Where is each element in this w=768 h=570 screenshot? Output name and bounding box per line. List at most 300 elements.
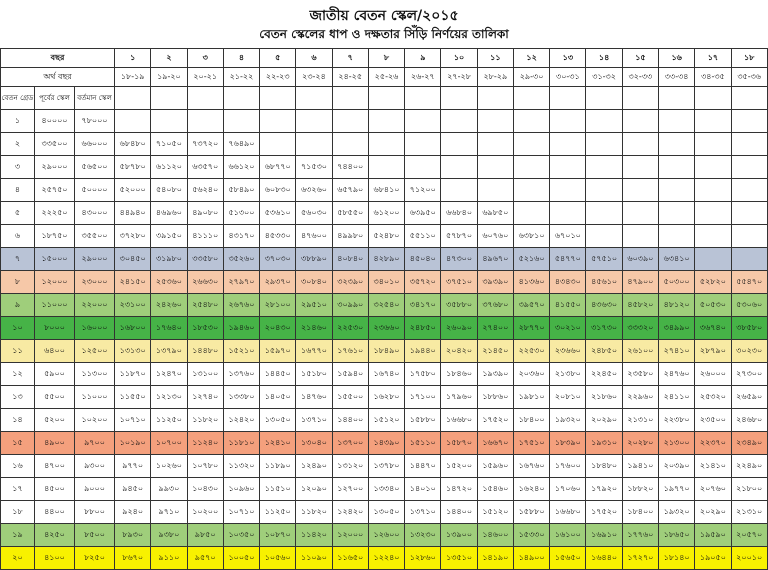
step-value-cell: ৪৩১৭০ [223, 225, 259, 248]
table-row [1, 501, 768, 524]
step-value-cell: ৫১৩০০ [223, 202, 259, 225]
step-value-cell: ১০৭১০ [115, 409, 151, 432]
step-value-cell: ১৪১৯০ [477, 547, 513, 570]
new-scale-cell: ৯০০০ [75, 478, 115, 501]
step-value-cell [695, 248, 731, 271]
header-years-row [1, 49, 768, 68]
step-value-cell: ২১৪৫০ [477, 340, 513, 363]
empty-cell [151, 87, 187, 110]
step-value-cell: ২০০১০ [731, 547, 767, 570]
header-fiscal-row [1, 68, 768, 87]
step-value-cell: ১১৮৯০ [260, 455, 296, 478]
step-value-cell [731, 179, 767, 202]
year-cell: ১৬ [659, 49, 695, 68]
fiscal-year-cell: ২৬-২৭ [405, 68, 441, 87]
new-scale-cell: ৮২৫০ [75, 547, 115, 570]
step-value-cell: ৬৮৭৭০ [260, 156, 296, 179]
step-value-cell: ১৫২১০ [223, 340, 259, 363]
table-row [1, 248, 768, 271]
step-value-cell: ১২৪৭০ [151, 363, 187, 386]
step-value-cell: ২০৩৯০ [659, 455, 695, 478]
fiscal-year-cell: ৩৫-৩৬ [731, 68, 767, 87]
step-value-cell: ২৭৯৭০ [223, 271, 259, 294]
step-value-cell: ৩৯১৫০ [151, 225, 187, 248]
new-scale-cell: ৯৭০০ [75, 432, 115, 455]
step-value-cell: ১৪৩৯০ [368, 432, 404, 455]
new-scale-cell: ১৬০০০ [75, 317, 115, 340]
step-value-cell [622, 133, 658, 156]
step-value-cell: ২৩৫০০ [695, 409, 731, 432]
step-value-cell [659, 225, 695, 248]
year-cell: ৯ [405, 49, 441, 68]
step-value-cell: ১১২৫০ [260, 501, 296, 524]
fiscal-year-cell: ২৪-২৫ [332, 68, 368, 87]
step-value-cell [586, 225, 622, 248]
step-value-cell [368, 133, 404, 156]
step-value-cell: ৬১১২০ [151, 156, 187, 179]
step-value-cell: ১২৬০০ [368, 524, 404, 547]
year-cell: ১৪ [586, 49, 622, 68]
old-scale-cell: ৪৫০০ [35, 478, 75, 501]
step-value-cell: ১১২৫০ [151, 409, 187, 432]
step-value-cell: ১৩৭৬০ [223, 363, 259, 386]
old-scale-cell: ৪৯০০ [35, 432, 75, 455]
step-value-cell: ১১৩২০ [223, 455, 259, 478]
grade-cell: ৫ [1, 202, 35, 225]
step-value-cell: ২২৪৫০ [586, 363, 622, 386]
step-value-cell [659, 133, 695, 156]
grade-cell: ২০ [1, 547, 35, 570]
step-value-cell: ২০৪২০ [441, 340, 477, 363]
old-scale-cell: ৩৩৫০০ [35, 133, 75, 156]
new-scale-cell: ২৩০০০ [75, 271, 115, 294]
step-value-cell [441, 133, 477, 156]
empty-cell [513, 87, 549, 110]
year-cell: ৭ [332, 49, 368, 68]
step-value-cell: ১০০৫০ [223, 547, 259, 570]
step-value-cell: ১৭৫২০ [586, 501, 622, 524]
step-value-cell: ৬৩২৬০ [296, 179, 332, 202]
step-value-cell: ১৯৪৪০ [405, 340, 441, 363]
empty-cell [477, 87, 513, 110]
step-value-cell: ৫০৩০০ [659, 271, 695, 294]
step-value-cell: ১০৮৭০ [260, 524, 296, 547]
grade-cell: ১৮ [1, 501, 35, 524]
step-value-cell: ১৮৪৮০ [586, 455, 622, 478]
step-value-cell: ১৫১২০ [477, 501, 513, 524]
step-value-cell: ১৫৪৬০ [477, 478, 513, 501]
step-value-cell: ৬৯৮৫০ [477, 202, 513, 225]
step-value-cell: ৪৩৬৩০ [586, 294, 622, 317]
step-value-cell: ২১৩১০ [622, 409, 658, 432]
step-value-cell: ১৯৮১০ [513, 386, 549, 409]
step-value-cell [477, 133, 513, 156]
step-value-cell: ৫৭৫১০ [586, 248, 622, 271]
empty-cell [441, 87, 477, 110]
step-value-cell: ৯৯৩০ [151, 478, 187, 501]
new-scale-cell: ১০২০০ [75, 409, 115, 432]
table-row [1, 547, 768, 570]
step-value-cell [695, 133, 731, 156]
grade-cell: ১৭ [1, 478, 35, 501]
grade-cell: ১২ [1, 363, 35, 386]
step-value-cell: ১১০৯০ [296, 547, 332, 570]
step-value-cell: ৭৬৪৯০ [223, 133, 259, 156]
step-value-cell: ১৩৭১০ [405, 501, 441, 524]
step-value-cell: ২৭৪০০ [477, 317, 513, 340]
step-value-cell: ৩১৯৮০ [151, 248, 187, 271]
step-value-cell: ১৫১১০ [405, 432, 441, 455]
fiscal-year-cell: ২৩-২৪ [296, 68, 332, 87]
table-row [1, 386, 768, 409]
year-cell: ৩ [187, 49, 223, 68]
step-value-cell: ২৪১৫০ [115, 271, 151, 294]
fiscal-label: অর্থ বছর [1, 68, 115, 87]
table-row [1, 363, 768, 386]
step-value-cell: ১৫২০০ [441, 455, 477, 478]
step-value-cell [731, 225, 767, 248]
step-value-cell: ২১৮৬০ [586, 386, 622, 409]
step-value-cell: ১৭৬০০ [550, 455, 586, 478]
step-value-cell: ২১৩৮০ [550, 363, 586, 386]
step-value-cell: ১৩৭১০ [296, 409, 332, 432]
step-value-cell: ১৮৫৩০ [187, 317, 223, 340]
step-value-cell: ১৮৬৫০ [659, 524, 695, 547]
step-value-cell: ১৩৭০০ [332, 432, 368, 455]
step-value-cell: ২০৪৩০ [260, 317, 296, 340]
step-value-cell: ৬৩৮১০ [513, 225, 549, 248]
step-value-cell: ১৪৭৬০ [296, 386, 332, 409]
grade-cell: ১৩ [1, 386, 35, 409]
step-value-cell [622, 179, 658, 202]
step-value-cell: ১৬২৮০ [368, 386, 404, 409]
step-value-cell [550, 156, 586, 179]
step-value-cell [731, 202, 767, 225]
step-value-cell [695, 156, 731, 179]
step-value-cell: ১২১৩০ [151, 386, 187, 409]
step-value-cell: ১৭৫৮০ [405, 363, 441, 386]
step-value-cell: ১৯৩২০ [659, 501, 695, 524]
empty-cell [368, 87, 404, 110]
step-value-cell: ৫৪০৮০ [151, 179, 187, 202]
step-value-cell: ১৬৯১০ [586, 524, 622, 547]
step-value-cell: ৫৩৬১০ [260, 202, 296, 225]
step-value-cell: ১৫৬৫০ [550, 547, 586, 570]
step-value-cell: ২৩৪৯০ [731, 432, 767, 455]
old-scale-cell: ৪৪০০ [35, 501, 75, 524]
old-scale-cell: ৪২৫০ [35, 524, 75, 547]
step-value-cell: ২৫৪৮০ [187, 294, 223, 317]
grade-cell: ১ [1, 110, 35, 133]
step-value-cell: ১৪৪৮০ [187, 340, 223, 363]
step-value-cell: ১৩১৩০ [115, 340, 151, 363]
step-value-cell: ৩৮৫৮০ [731, 317, 767, 340]
step-value-cell: ১৫৮৭০ [441, 432, 477, 455]
old-scale-cell: ১৫০০০ [35, 248, 75, 271]
step-value-cell: ২০২৮০ [622, 432, 658, 455]
step-value-cell [695, 202, 731, 225]
step-value-cell: ৬০৭৬০ [477, 225, 513, 248]
step-value-cell: ১৭৯৬০ [441, 386, 477, 409]
step-value-cell [441, 110, 477, 133]
step-value-cell: ৩৪১৭০ [405, 294, 441, 317]
table-body [1, 49, 768, 570]
step-value-cell: ১২৭০০ [332, 478, 368, 501]
step-value-cell: ১৩৩৮০ [223, 386, 259, 409]
step-value-cell [296, 110, 332, 133]
step-value-cell: ২৫৩৬০ [151, 271, 187, 294]
step-value-cell [731, 133, 767, 156]
step-value-cell [332, 110, 368, 133]
step-value-cell: ২১৪৬০ [296, 317, 332, 340]
grade-cell: ১৫ [1, 432, 35, 455]
step-value-cell: ৯৭১০ [151, 501, 187, 524]
new-scale-cell: ১১০০০ [75, 386, 115, 409]
table-row [1, 432, 768, 455]
step-value-cell: ৩৫৮৮০ [441, 294, 477, 317]
step-value-cell: ১৪৪০০ [441, 501, 477, 524]
step-value-cell: ৫৬২৪০ [187, 179, 223, 202]
step-value-cell: ৯১১০ [151, 547, 187, 570]
grade-cell: ৯ [1, 294, 35, 317]
fiscal-year-cell: ২৮-২৯ [477, 68, 513, 87]
step-value-cell: ১১৮২০ [296, 501, 332, 524]
step-value-cell: ৬৫৭৯০ [332, 179, 368, 202]
new-scale-cell: ৫০০০০ [75, 179, 115, 202]
fiscal-year-cell: ২৯-৩০ [513, 68, 549, 87]
step-value-cell: ২৪৮৫০ [586, 340, 622, 363]
table-row [1, 110, 768, 133]
step-value-cell: ১৬৬৮০ [550, 501, 586, 524]
grade-cell: ৪ [1, 179, 35, 202]
table-row [1, 340, 768, 363]
step-value-cell: ৫৮৫৫০ [332, 202, 368, 225]
step-value-cell: ৩২৩৯০ [332, 271, 368, 294]
step-value-cell: ১৩০৪০ [296, 432, 332, 455]
step-value-cell [296, 133, 332, 156]
new-scale-cell: ৭৮০০০ [75, 110, 115, 133]
step-value-cell: ৪০৮৪০ [332, 248, 368, 271]
step-value-cell [513, 110, 549, 133]
step-value-cell: ৫৫১১০ [405, 225, 441, 248]
step-value-cell: ২৬৭৬০ [223, 294, 259, 317]
year-cell: ১৮ [731, 49, 767, 68]
step-value-cell: ১৭৫২০ [477, 409, 513, 432]
step-value-cell [622, 225, 658, 248]
year-cell: ১১ [477, 49, 513, 68]
step-value-cell: ২২৪৯০ [731, 455, 767, 478]
step-value-cell [223, 110, 259, 133]
step-value-cell: ২৮১০০ [260, 294, 296, 317]
new-scale-cell: ৮৫০০ [75, 524, 115, 547]
year-cell: ১২ [513, 49, 549, 68]
step-value-cell: ৪৫৬১০ [586, 271, 622, 294]
step-value-cell [441, 156, 477, 179]
step-value-cell: ১৬৬৮০ [441, 409, 477, 432]
step-value-cell [550, 202, 586, 225]
step-value-cell [115, 110, 151, 133]
step-value-cell: ২২৩৮০ [659, 409, 695, 432]
step-value-cell [622, 202, 658, 225]
step-value-cell [260, 110, 296, 133]
empty-cell [223, 87, 259, 110]
step-value-cell [731, 248, 767, 271]
col-grade-label: বেতন গ্রেড [1, 87, 35, 110]
step-value-cell: ১৪০১০ [405, 478, 441, 501]
step-value-cell [187, 110, 223, 133]
year-cell: ১০ [441, 49, 477, 68]
grade-cell: ৩ [1, 156, 35, 179]
step-value-cell: ২৪১১০ [659, 386, 695, 409]
fiscal-year-cell: ১৯-২০ [151, 68, 187, 87]
step-value-cell [405, 156, 441, 179]
step-value-cell: ৩৭৬৮০ [477, 294, 513, 317]
step-value-cell: ১০৫৬০ [260, 547, 296, 570]
new-scale-cell: ২২০০০ [75, 294, 115, 317]
step-value-cell: ৩৯৩৯০ [477, 271, 513, 294]
step-value-cell: ১৬৬৭০ [477, 432, 513, 455]
step-value-cell: ৩৭০৩০ [260, 248, 296, 271]
empty-cell [550, 87, 586, 110]
step-value-cell: ১৫৮৮০ [405, 409, 441, 432]
old-scale-cell: ২৫৭৫০ [35, 179, 75, 202]
step-value-cell: ৮৬৭০ [115, 547, 151, 570]
step-value-cell: ১০৪৩০ [187, 478, 223, 501]
new-scale-cell: ৯৩০০ [75, 455, 115, 478]
step-value-cell [513, 133, 549, 156]
old-scale-cell: ৫২০০ [35, 409, 75, 432]
step-value-cell: ৪৭৬০০ [296, 225, 332, 248]
step-value-cell [405, 110, 441, 133]
step-value-cell: ১৩১২০ [332, 455, 368, 478]
year-cell: ৪ [223, 49, 259, 68]
new-scale-cell: ৩৫৫০০ [75, 225, 115, 248]
year-cell: ২ [151, 49, 187, 68]
fiscal-year-cell: ২০-২১ [187, 68, 223, 87]
step-value-cell: ২০২৯০ [586, 409, 622, 432]
step-value-cell: ১৩১০০ [187, 363, 223, 386]
step-value-cell: ১৭১০০ [405, 386, 441, 409]
step-value-cell: ২৬৬৩০ [187, 271, 223, 294]
table-row [1, 455, 768, 478]
step-value-cell: ৫৭৮৭০ [441, 225, 477, 248]
step-value-cell: ১৩৭৮০ [368, 455, 404, 478]
old-scale-cell: ৪৭০০ [35, 455, 75, 478]
step-value-cell: ৭৪৪০০ [332, 156, 368, 179]
step-value-cell: ১০৩৫০ [223, 524, 259, 547]
grade-cell: ১৪ [1, 409, 35, 432]
step-value-cell: ১৫৫০০ [332, 386, 368, 409]
old-scale-cell: ৪১০০ [35, 547, 75, 570]
step-value-cell: ১৫৯৬০ [477, 455, 513, 478]
step-value-cell: ৪২৮৯০ [368, 248, 404, 271]
step-value-cell: ৫২০০০ [115, 179, 151, 202]
step-value-cell: ৯৪৫০ [115, 478, 151, 501]
step-value-cell: ১৫৯৭০ [260, 340, 296, 363]
step-value-cell: ৩০৮৪০ [296, 271, 332, 294]
step-value-cell: ৮৯৩০ [115, 524, 151, 547]
table-row [1, 133, 768, 156]
step-value-cell: ১৯০৫০ [695, 547, 731, 570]
step-value-cell: ১৬৭৭০ [296, 340, 332, 363]
step-value-cell [586, 156, 622, 179]
step-value-cell: ১৮১৪০ [659, 547, 695, 570]
step-value-cell: ২৬০০০ [695, 363, 731, 386]
year-cell: ১৫ [622, 49, 658, 68]
step-value-cell: ৬৩৯৫০ [405, 202, 441, 225]
step-value-cell: ৬৮৪১০ [368, 179, 404, 202]
step-value-cell: ৫২৪৮০ [368, 225, 404, 248]
step-value-cell: ৬৭০১০ [550, 225, 586, 248]
year-cell: ১৭ [695, 49, 731, 68]
step-value-cell: ২৫৩২০ [695, 386, 731, 409]
step-value-cell: ২২৩৭০ [695, 432, 731, 455]
step-value-cell: ৬০৩৯০ [622, 248, 658, 271]
step-value-cell: ৯৫৭০ [187, 547, 223, 570]
fiscal-year-cell: ৩২-৩৩ [622, 68, 658, 87]
step-value-cell: ১৭৭৬০ [622, 524, 658, 547]
step-value-cell: ১৫৯৪০ [332, 363, 368, 386]
step-value-cell: ১৮৪০০ [513, 409, 549, 432]
step-value-cell: ৩৪০১০ [368, 271, 404, 294]
step-value-cell: ৫৪৭৭০ [550, 248, 586, 271]
table-row [1, 409, 768, 432]
step-value-cell: ১৮৪৬০ [441, 363, 477, 386]
step-value-cell: ১৭৫১০ [513, 432, 549, 455]
step-value-cell: ১৯৪১০ [622, 455, 658, 478]
step-value-cell [441, 179, 477, 202]
step-value-cell: ১১৪২০ [296, 524, 332, 547]
step-value-cell [260, 133, 296, 156]
step-value-cell: ৯৮৫০ [187, 524, 223, 547]
empty-cell [115, 87, 151, 110]
step-value-cell: ১৬৭৪০ [368, 363, 404, 386]
step-value-cell: ১৬২৪০ [513, 478, 549, 501]
step-value-cell: ১০৭১০ [223, 501, 259, 524]
step-value-cell: ১৮৮২০ [622, 478, 658, 501]
step-value-cell: ৬৬৮৪০ [441, 202, 477, 225]
table-row [1, 202, 768, 225]
step-value-cell: ১০১৯০ [115, 432, 151, 455]
step-value-cell: ৪৫০৪০ [405, 248, 441, 271]
step-value-cell: ৪৭৩০০ [441, 248, 477, 271]
fiscal-year-cell: ২২-২৩ [260, 68, 296, 87]
step-value-cell: ১৫১৮০ [296, 363, 332, 386]
step-value-cell: ৯৭৭০ [115, 455, 151, 478]
step-value-cell: ১২৪২০ [223, 409, 259, 432]
step-value-cell: ১০৯৬০ [223, 478, 259, 501]
step-value-cell: ২০৭৬০ [695, 478, 731, 501]
step-value-cell: ১৮৪৯০ [368, 340, 404, 363]
step-value-cell: ২৬০৯০ [441, 317, 477, 340]
page-title: জাতীয় বেতন স্কেল/২০১৫ [309, 8, 459, 24]
step-value-cell: ৩০২১০ [550, 317, 586, 340]
step-value-cell: ১৭২৭০ [622, 547, 658, 570]
step-value-cell: ১৩৭৯০ [151, 340, 187, 363]
step-value-cell: ১৭০৬০ [550, 478, 586, 501]
step-value-cell: ১১৮১০ [223, 432, 259, 455]
step-value-cell: ৪১৩৬০ [513, 271, 549, 294]
old-scale-cell: ২২২৫০ [35, 202, 75, 225]
step-value-cell: ২৩৬৬০ [368, 317, 404, 340]
step-value-cell [695, 179, 731, 202]
step-value-cell: ১৯৩১০ [586, 432, 622, 455]
col-old-scale-label: পূর্বের স্কেল [35, 87, 75, 110]
step-value-cell [151, 110, 187, 133]
step-value-cell: ১১৫১০ [260, 478, 296, 501]
step-value-cell: ২৩১০০ [115, 294, 151, 317]
step-value-cell [550, 179, 586, 202]
